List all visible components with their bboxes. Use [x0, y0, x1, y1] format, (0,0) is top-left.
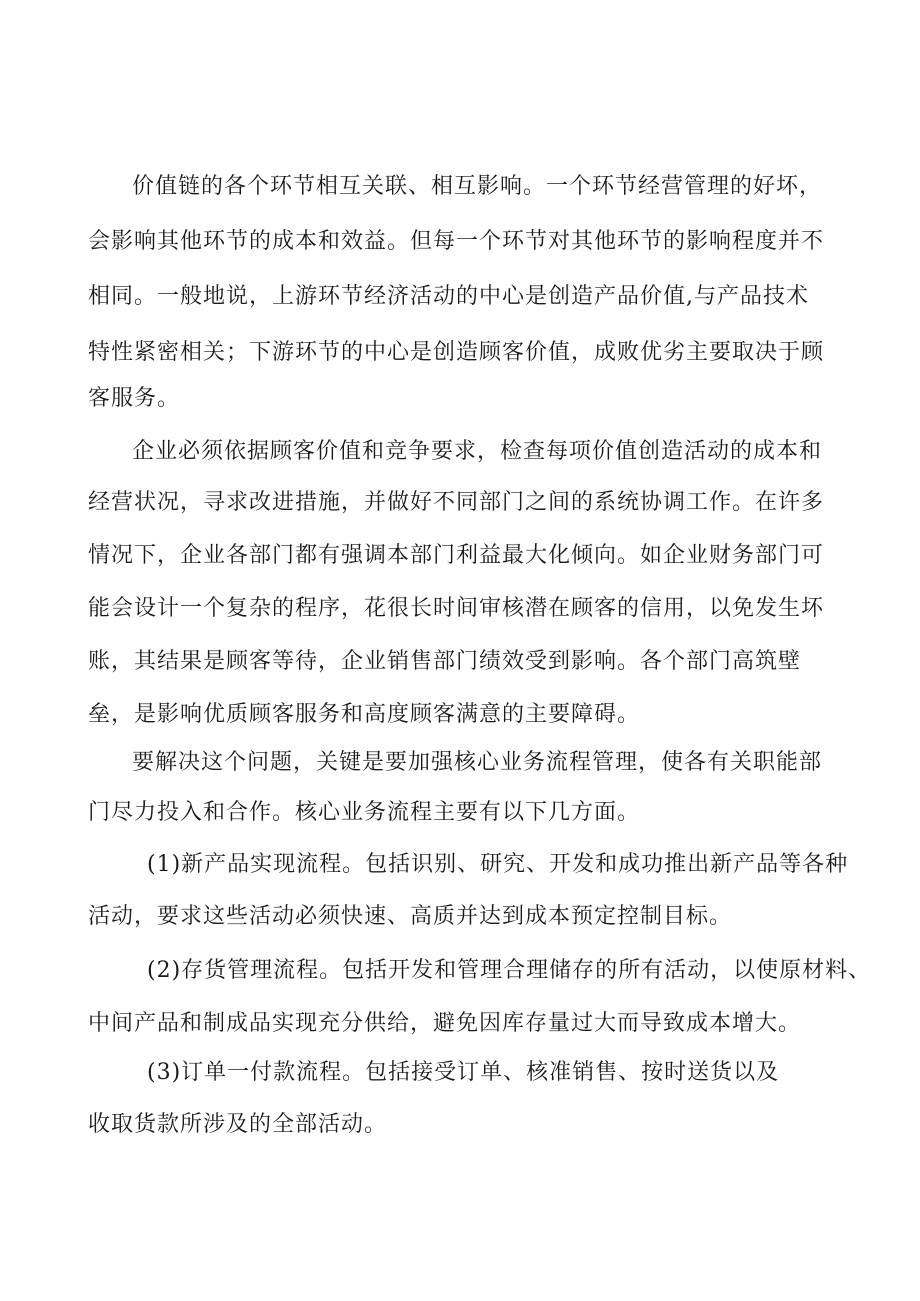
paragraph-5-line-1: (2)存货管理流程。包括开发和管理合理储存的所有活动，以使原材料、: [147, 958, 872, 983]
paragraph-1-line-4: 特性紧密相关；下游环节的中心是创造顾客价值，成败优劣主要取决于顾: [88, 340, 825, 365]
paragraph-3-line-1: 要解决这个问题，关键是要加强核心业务流程管理，使各有关职能部: [132, 750, 823, 775]
paragraph-1-line-2: 会影响其他环节的成本和效益。但每一个环节对其他环节的影响程度并不: [88, 229, 825, 254]
paragraph-2-line-2: 经营状况，寻求改进措施，并做好不同部门之间的系统协调工作。在许多: [88, 490, 825, 515]
paragraph-2-line-5: 账，其结果是顾客等待，企业销售部门绩效受到影响。各个部门高筑壁: [88, 649, 802, 674]
paragraph-4-line-1: (1)新产品实现流程。包括识别、研究、开发和成功推出新产品等各种: [147, 852, 849, 877]
paragraph-1-line-5: 客服务。: [88, 386, 181, 411]
paragraph-2-line-3: 情况下，企业各部门都有强调本部门利益最大化倾向。如企业财务部门可: [88, 543, 825, 568]
paragraph-3-line-2: 门尽力投入和合作。核心业务流程主要有以下几方面。: [88, 800, 641, 825]
paragraph-2-line-1: 企业必须依据顾客价值和竞争要求，检查每项价值创造活动的成本和: [132, 439, 823, 464]
paragraph-5-line-2: 中间产品和制成品实现充分供给，避免因库存量过大而导致成本增大。: [88, 1011, 802, 1036]
paragraph-1-line-3: 相同。一般地说，上游环节经济活动的中心是创造产品价值,与产品技术: [88, 284, 809, 309]
paragraph-6-line-1: (3)订单一付款流程。包括接受订单、核准销售、按时送货以及: [147, 1060, 780, 1085]
paragraph-2-line-6: 垒，是影响优质顾客服务和高度顾客满意的主要障碍。: [88, 702, 641, 727]
paragraph-4-line-2: 活动，要求这些活动必须快速、高质并达到成本预定控制目标。: [88, 904, 733, 929]
paragraph-2-line-4: 能会设计一个复杂的程序，花很长时间审核潜在顾客的信用，以免发生坏: [88, 596, 825, 621]
paragraph-1-line-1: 价值链的各个环节相互关联、相互影响。一个环节经营管理的好坏，: [132, 174, 823, 199]
paragraph-6-line-2: 收取货款所涉及的全部活动。: [88, 1112, 388, 1137]
